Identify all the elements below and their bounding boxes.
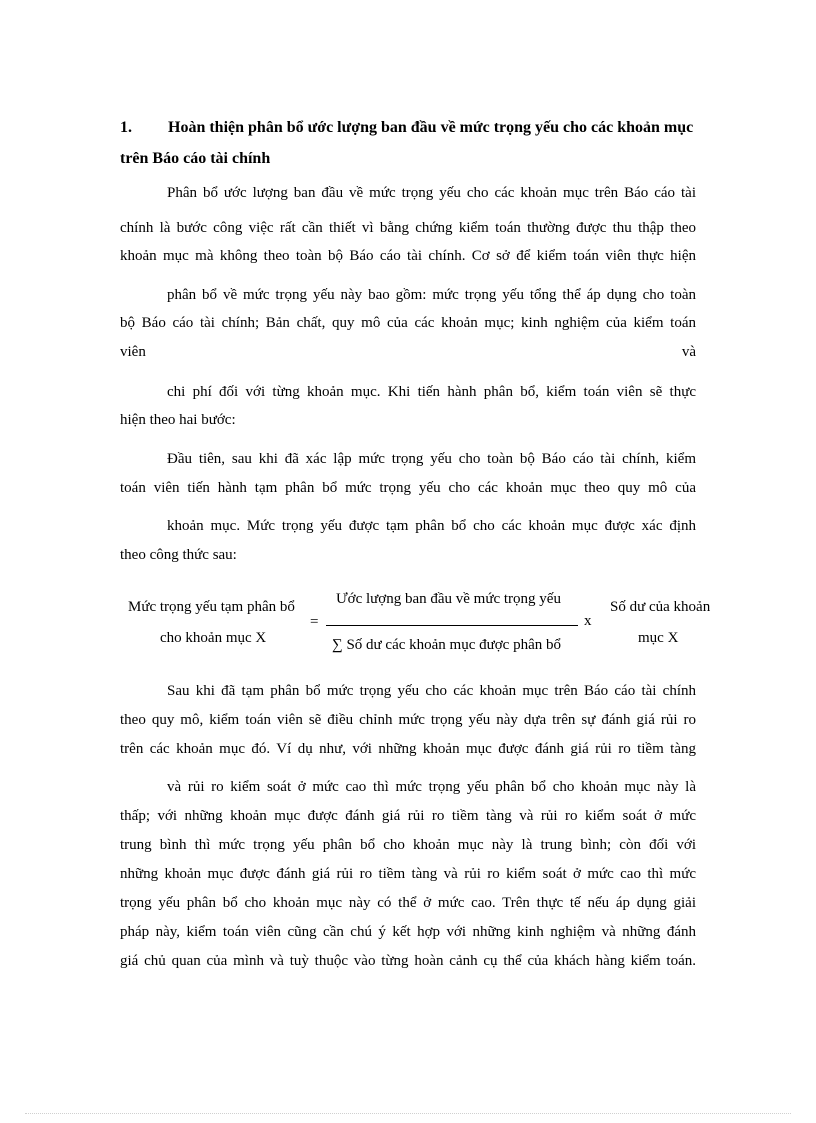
paragraph-line: Sau khi đã tạm phân bổ mức trọng yếu cho các khoản mục trên Báo cáo tài chính <box>167 683 696 699</box>
paragraph-line: theo quy mô, kiểm toán viên sẽ điều chỉnh mức trọng yếu này dựa trên sự đánh giá rủi ro <box>120 712 696 728</box>
section-title-line-2: trên Báo cáo tài chính <box>120 150 271 167</box>
paragraph-line: phân bổ về mức trọng yếu này bao gồm: mức trọng yếu tổng thể áp dụng cho toàn <box>167 287 696 303</box>
paragraph-line: hiện theo hai bước: <box>120 412 236 428</box>
formula-denominator: ∑ Số dư các khoản mục được phân bổ <box>332 637 561 653</box>
paragraph-line: trên các khoản mục đó. Ví dụ như, với những khoản mục được đánh giá rủi ro tiềm tàng <box>120 741 696 757</box>
formula-rhs-line-2: mục X <box>638 630 679 646</box>
paragraph-line: và rủi ro kiểm soát ở mức cao thì mức trọng yếu phân bổ cho khoản mục này là <box>167 779 696 795</box>
paragraph-line: pháp này, kiểm toán viên cũng cần chú ý kết hợp với những kinh nghiệm và những đánh <box>120 924 696 940</box>
formula-equals: = <box>310 614 319 630</box>
paragraph-fragment: viên <box>120 344 146 360</box>
paragraph-line: trung bình thì mức trọng yếu phân bổ cho khoản mục này là trung bình; còn đối với <box>120 837 696 853</box>
fraction-bar <box>326 625 578 626</box>
paragraph-line: những khoản mục được đánh giá rủi ro tiềm tàng và rủi ro kiểm soát ở mức cao thì mức <box>120 866 696 882</box>
paragraph-line: khoản mục mà không theo toàn bộ Báo cáo tài chính. Cơ sở để kiểm toán viên thực hiện <box>120 248 696 264</box>
formula-numerator: Ước lượng ban đầu về mức trọng yếu <box>336 591 561 607</box>
paragraph-line: thấp; với những khoản mục được đánh giá rủi ro tiềm tàng và rủi ro kiểm soát ở mức <box>120 808 696 824</box>
formula-lhs-line-2: cho khoản mục X <box>160 630 267 646</box>
formula-lhs-line-1: Mức trọng yếu tạm phân bổ <box>128 599 295 615</box>
paragraph-line-split <box>120 342 696 362</box>
paragraph-line: khoản mục. Mức trọng yếu được tạm phân bổ cho các khoản mục được xác định <box>167 518 696 534</box>
paragraph-fragment: và <box>681 344 696 360</box>
paragraph-line: Đầu tiên, sau khi đã xác lập mức trọng yếu cho toàn bộ Báo cáo tài chính, kiểm <box>167 451 696 467</box>
paragraph-line: theo công thức sau: <box>120 547 237 563</box>
paragraph-line: trọng yếu phân bổ cho khoản mục này có thể ở mức cao. Trên thực tế nếu áp dụng giải <box>120 895 696 911</box>
paragraph-line: toán viên tiến hành tạm phân bổ mức trọng yếu cho các khoản mục theo quy mô của <box>120 480 696 496</box>
paragraph-line: Phân bổ ước lượng ban đầu về mức trọng yếu cho các khoản mục trên Báo cáo tài <box>167 185 696 201</box>
paragraph-line: chính là bước công việc rất cần thiết vì bằng chứng kiểm toán thường được thu thập theo <box>120 220 696 236</box>
paragraph-line: giá chủ quan của mình và tuỳ thuộc vào từng hoàn cảnh cụ thể của khách hàng kiểm toán. <box>120 953 696 969</box>
page-divider <box>25 1113 791 1114</box>
paragraph-line: bộ Báo cáo tài chính; Bản chất, quy mô của các khoản mục; kinh nghiệm của kiểm toán <box>120 315 696 331</box>
formula-times: x <box>584 613 592 629</box>
paragraph-line: chi phí đối với từng khoản mục. Khi tiến hành phân bổ, kiểm toán viên sẽ thực <box>167 384 696 400</box>
section-number: 1. <box>120 119 132 136</box>
formula-rhs-line-1: Số dư của khoản <box>610 599 711 615</box>
section-title-line-1: Hoàn thiện phân bổ ước lượng ban đầu về mức trọng yếu cho các khoản mục <box>168 119 694 136</box>
